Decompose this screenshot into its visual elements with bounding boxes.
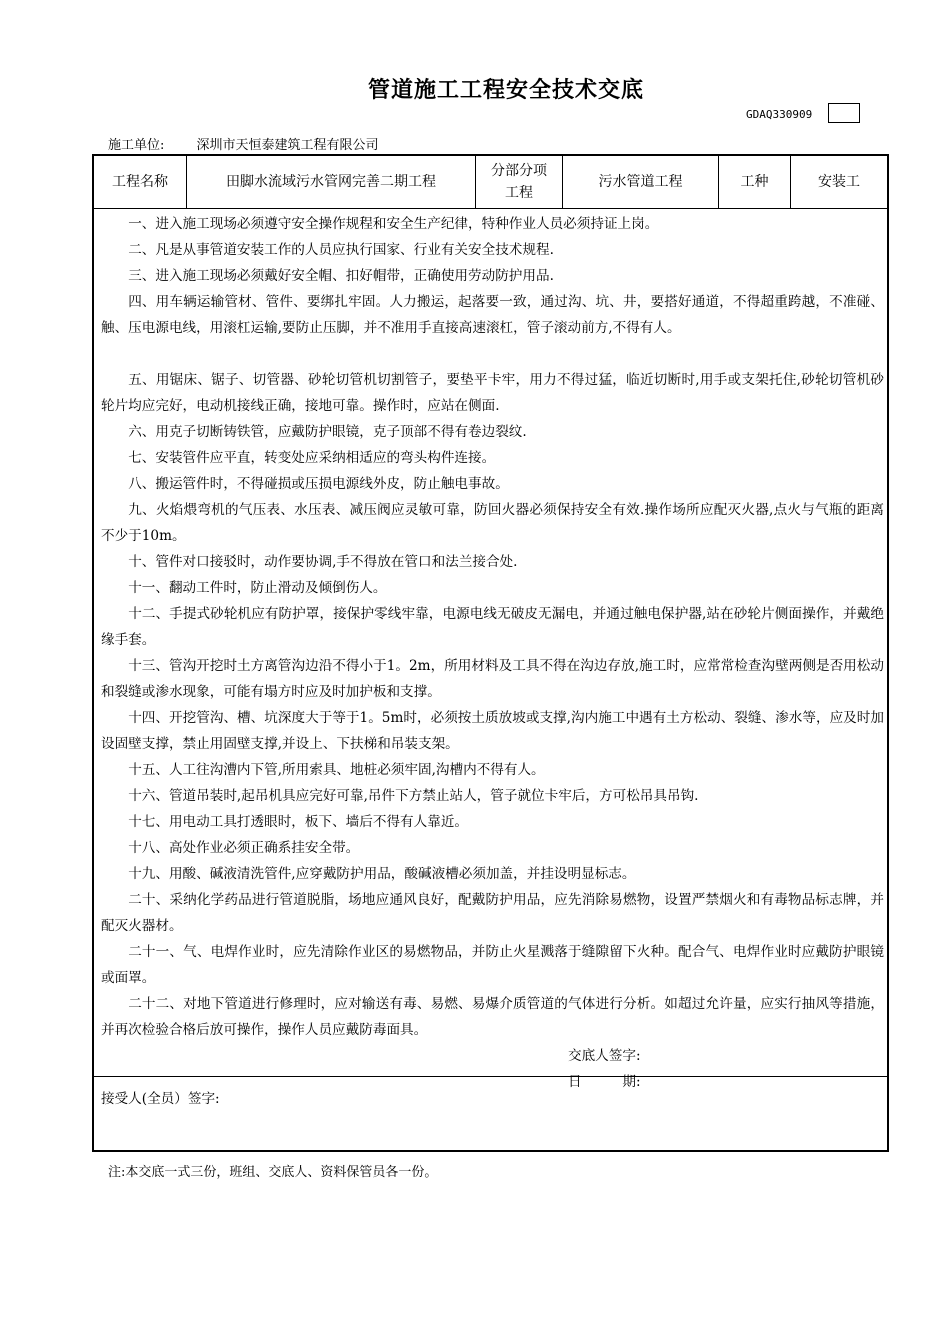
project-name-value: 田脚水流域污水管网完善二期工程 xyxy=(187,156,476,208)
trade-label: 工种 xyxy=(719,156,791,208)
disclosure-item-15: 十五、人工往沟漕内下管,所用索具、地桩必须牢固,沟槽内不得有人。 xyxy=(128,762,545,778)
disclosure-item-4: 四、用车辆运输管材、管件、要绑扎牢固。人力搬运，起落要一致，通过沟、坑、井，要搭好通道，不得超重跨越，不准碰、触、压电源电线，用滚杠运输,要防止压脚，并不准用手直接高速滚杠，管子滚动前方,不得有人。 xyxy=(101,294,884,336)
receiver-signature-label: 接受人(全员）签字: xyxy=(101,1091,220,1107)
disclosure-item-5: 五、用锯床、锯子、切管器、砂轮切管机切割管子，要垫平卡牢，用力不得过猛，临近切断时,用手或支架托住,砂轮切管机砂轮片均应完好，电动机接线正确，接地可靠。操作时，应站在侧面. xyxy=(101,372,884,414)
discloser-signature-label: 交底人签字: xyxy=(568,1048,641,1064)
disclosure-item-16: 十六、管道吊装时,起吊机具应完好可靠,吊件下方禁止站人，管子就位卡牢后，方可松吊具吊钩. xyxy=(128,788,699,804)
disclosure-item-9: 九、火焰煨弯机的气压表、水压表、减压阀应灵敏可靠，防回火器必须保持安全有效.操作场所应配灭火器,点火与气瓶的距离不少于10m。 xyxy=(101,502,884,544)
footer-note: 注:本交底一式三份，班组、交底人、资料保管员各一份。 xyxy=(108,1165,438,1180)
disclosure-item-13: 十三、管沟开挖时土方离管沟边沿不得小于1。2m，所用材料及工具不得在沟边存放,施工时，应常常检查沟壁两侧是否用松动和裂缝或渗水现象，可能有塌方时应及时加护板和支撑。 xyxy=(101,658,884,700)
project-name-label: 工程名称 xyxy=(94,156,187,208)
disclosure-item-20: 二十、采纳化学药品进行管道脱脂，场地应通风良好，配戴防护用品，应先消除易燃物，设置严禁烟火和有毒物品标志牌，并配灭火器材。 xyxy=(101,892,884,934)
disclosure-item-14: 十四、开挖管沟、槽、坑深度大于等于1。5m时，必须按土质放坡或支撑,沟内施工中遇有土方松动、裂缝、渗水等，应及时加设固壁支撑，禁止用固壁支撑,并设上、下扶梯和吊装支架。 xyxy=(101,710,884,752)
sub-project-value: 污水管道工程 xyxy=(563,156,719,208)
document-code: GDAQ330909 xyxy=(746,108,813,121)
disclosure-item-18: 十八、高处作业必须正确系挂安全带。 xyxy=(128,840,360,856)
disclosure-item-6: 六、用克子切断铸铁管，应戴防护眼镜，克子顶部不得有卷边裂纹. xyxy=(128,424,527,440)
disclosure-item-3: 三、进入施工现场必须戴好安全帽、扣好帽带，正确使用劳动防护用品. xyxy=(128,268,554,284)
page-title: 管道施工工程安全技术交底 xyxy=(367,78,644,103)
disclosure-item-19: 十九、用酸、碱液清洗管件,应穿戴防护用品，酸碱液槽必须加盖，并挂设明显标志。 xyxy=(128,866,636,882)
table-header xyxy=(94,156,887,209)
construction-unit-value: 深圳市天恒泰建筑工程有限公司 xyxy=(196,138,379,153)
disclosure-item-7: 七、安装管件应平直，转变处应采纳相适应的弯头构件连接。 xyxy=(128,450,496,466)
disclosure-item-12: 十二、手提式砂轮机应有防护罩，接保护零线牢靠，电源电线无破皮无漏电，并通过触电保护器,站在砂轮片侧面操作，并戴绝缘手套。 xyxy=(101,606,884,648)
sub-project-label-line1: 分部分项 xyxy=(491,163,547,179)
disclosure-item-8: 八、搬运管件时，不得碰损或压损电源线外皮，防止触电事故。 xyxy=(128,476,509,492)
document-code-box xyxy=(828,103,860,123)
disclosure-table xyxy=(92,154,889,1152)
disclosure-item-1: 一、进入施工现场必须遵守安全操作规程和安全生产纪律，特种作业人员必须持证上岗。 xyxy=(128,216,659,232)
disclosure-item-2: 二、凡是从事管道安装工作的人员应执行国家、行业有关安全技术规程. xyxy=(128,242,554,258)
disclosure-item-17: 十七、用电动工具打透眼时，板下、墙后不得有人靠近。 xyxy=(128,814,469,830)
receiver-divider xyxy=(94,1076,887,1077)
construction-unit-label: 施工单位: xyxy=(108,138,165,153)
disclosure-item-21: 二十一、气、电焊作业时，应先清除作业区的易燃物品，并防止火星溅落于缝隙留下火种。配合气、电焊作业时应戴防护眼镜或面罩。 xyxy=(101,944,884,986)
disclosure-item-22: 二十二、对地下管道进行修理时，应对输送有毒、易燃、易爆介质管道的气体进行分析。如超过允许量，应实行抽风等措施，并再次检验合格后放可操作，操作人员应戴防毒面具。 xyxy=(101,996,884,1038)
disclosure-item-11: 十一、翻动工件时，防止滑动及倾倒伤人。 xyxy=(128,580,387,596)
construction-unit-row xyxy=(108,134,379,153)
trade-value: 安装工 xyxy=(818,174,860,190)
disclosure-date-label: 日 期: xyxy=(568,1074,641,1090)
sub-project-label-line2: 工程 xyxy=(505,185,533,201)
sub-project-label xyxy=(476,156,563,208)
disclosure-item-10: 十、管件对口接驳时，动作要协调,手不得放在管口和法兰接合处. xyxy=(128,554,518,570)
